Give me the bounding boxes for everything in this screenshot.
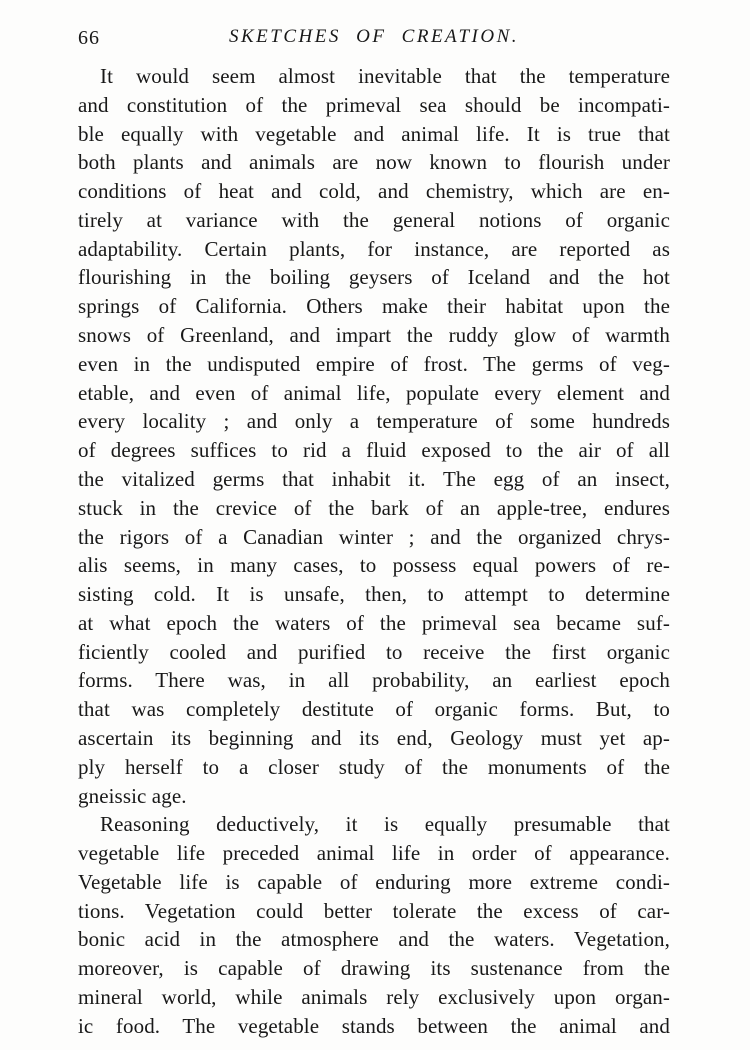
text-line: stuck in the crevice of the bark of an apple-tree, endures xyxy=(78,495,670,520)
text-line: adaptability. Certain plants, for instance, are reported as xyxy=(78,236,670,261)
text-line: at what epoch the waters of the primeval sea became suf- xyxy=(78,610,670,635)
text-line: Reasoning deductively, it is equally presumable that xyxy=(100,812,670,837)
text-line: alis seems, in many cases, to possess equal powers of re- xyxy=(78,553,670,578)
text-line: bonic acid in the atmosphere and the waters. Vegetation, xyxy=(78,927,670,952)
text-line: forms. There was, in all probability, an earliest epoch xyxy=(78,668,670,693)
text-line: springs of California. Others make their habitat upon the xyxy=(78,294,670,319)
page-header xyxy=(78,26,670,50)
text-line: mineral world, while animals rely exclusively upon organ- xyxy=(78,985,670,1009)
text-line: even in the undisputed empire of frost. The germs of veg- xyxy=(78,351,670,376)
text-line: conditions of heat and cold, and chemistry, which are en- xyxy=(78,179,670,204)
running-head-title: SKETCHES OF CREATION. xyxy=(229,26,519,47)
text-line: flourishing in the boiling geysers of Iceland and the hot xyxy=(78,265,670,290)
text-line: It would seem almost inevitable that the temperature xyxy=(100,64,670,88)
text-line: sisting cold. It is unsafe, then, to attempt to determine xyxy=(78,582,670,607)
text-line: gneissic age. xyxy=(78,783,187,808)
text-line: moreover, is capable of drawing its sustenance from the xyxy=(78,956,670,981)
text-line: both plants and animals are now known to flourish under xyxy=(78,150,670,175)
page-number: 66 xyxy=(78,27,100,49)
text-line: the rigors of a Canadian winter ; and the organized chrys- xyxy=(78,524,670,549)
text-line: Vegetable life is capable of enduring more extreme condi- xyxy=(78,869,670,894)
text-line: of degrees suffices to rid a fluid exposed to the air of all xyxy=(78,438,670,463)
text-line: vegetable life preceded animal life in order of appearance. xyxy=(78,841,670,866)
text-line: snows of Greenland, and impart the ruddy glow of warmth xyxy=(78,323,670,348)
text-line: ascertain its beginning and its end, Geology must yet ap- xyxy=(78,725,670,750)
text-line: ic food. The vegetable stands between the animal and xyxy=(78,1013,670,1038)
text-line: ble equally with vegetable and animal life. It is true that xyxy=(78,121,670,146)
paragraph-1 xyxy=(78,62,670,810)
text-line: that was completely destitute of organic forms. But, to xyxy=(78,697,670,722)
text-line: tions. Vegetation could better tolerate the excess of car- xyxy=(78,898,670,923)
text-line: etable, and even of animal life, populate every element and xyxy=(78,380,670,405)
text-line: the vitalized germs that inhabit it. The egg of an insect, xyxy=(78,466,670,491)
text-line: every locality ; and only a temperature of some hundreds xyxy=(78,409,670,434)
text-line: ply herself to a closer study of the monuments of the xyxy=(78,754,670,779)
text-line: and constitution of the primeval sea should be incompati- xyxy=(78,92,670,117)
paragraph-2 xyxy=(78,810,670,1040)
text-line: tirely at variance with the general notions of organic xyxy=(78,207,670,232)
text-line: ficiently cooled and purified to receive the first organic xyxy=(78,639,670,664)
page-body xyxy=(78,62,670,1041)
